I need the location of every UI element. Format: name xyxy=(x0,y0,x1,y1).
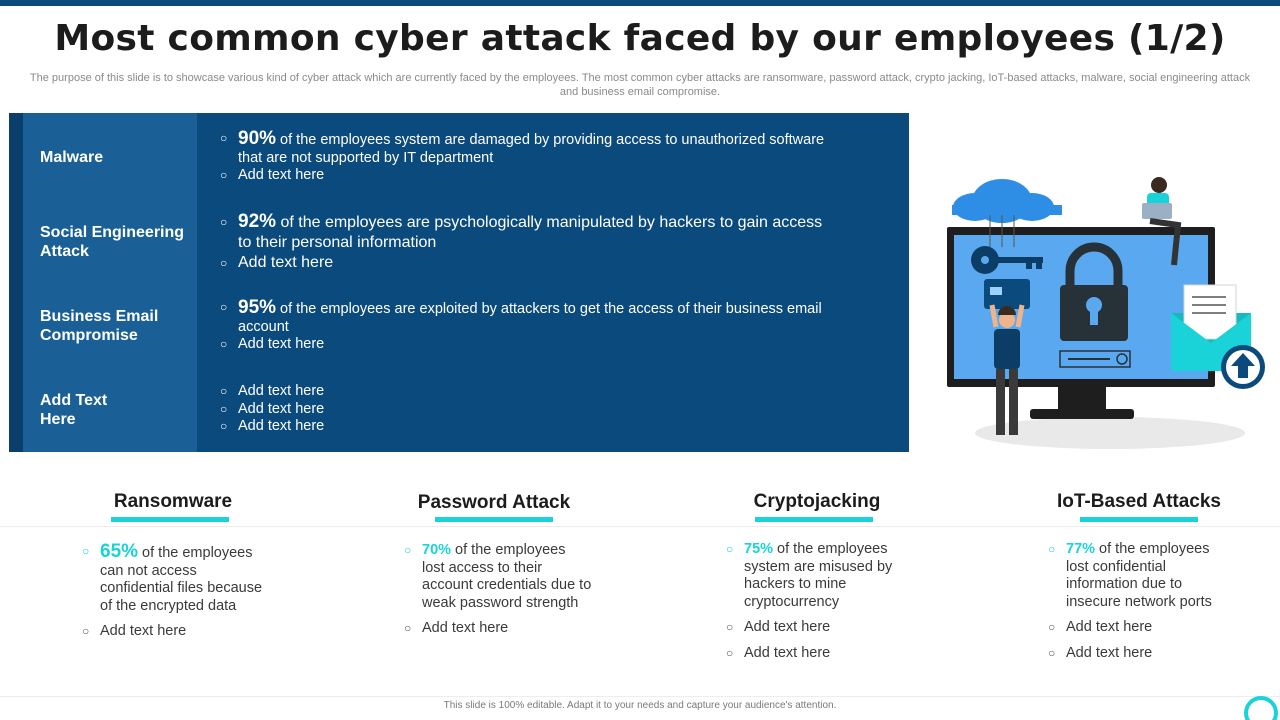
bullet-icon: ○ xyxy=(220,215,228,229)
bullet-icon: ○ xyxy=(726,542,734,556)
row-body-business-email xyxy=(218,299,828,354)
row-body-add-text xyxy=(218,383,828,436)
column-underline xyxy=(435,517,553,522)
list-item: ○ Add text here xyxy=(726,644,831,661)
bullet-icon: ○ xyxy=(220,337,228,351)
bullet-icon: ○ xyxy=(1048,542,1056,556)
panel-stripe xyxy=(9,113,23,452)
bullet-icon: ○ xyxy=(220,131,228,145)
slide-subtitle: The purpose of this slide is to showcase various kind of cyber attack which are currently faced by the employees. The most common cyber attacks are ransomware, password attack, crypto jacking, IoT-based attacks, malware, social engineering attack and business email compromise. xyxy=(29,72,1251,98)
list-item: ○ Add text here xyxy=(1048,619,1153,635)
list-item: ○ 90% of the employees system are damaged by providing access to unauthorized software that are not supported by IT department xyxy=(220,128,825,166)
list-item: ○ Add text here xyxy=(220,254,334,271)
list-item: ○ 65% of the employees can not access confidential files because of the encrypted data xyxy=(82,541,263,614)
column-body-password-attack xyxy=(402,542,592,638)
column-title-cryptojacking: Cryptojacking xyxy=(753,491,881,512)
column-title-password-attack: Password Attack xyxy=(417,492,571,513)
row-body-malware xyxy=(218,130,828,185)
column-underline xyxy=(1080,517,1198,522)
cyber-security-illustration xyxy=(930,165,1275,455)
list-item: ○ Add text here xyxy=(726,619,831,635)
column-title-ransomware: Ransomware xyxy=(113,491,233,512)
bullet-icon: ○ xyxy=(1048,620,1056,634)
list-item: ○ 77% of the employees lost confidential information due to insecure network ports xyxy=(1048,541,1212,610)
row-label-social-engineering: Social Engineering Attack xyxy=(40,224,185,260)
column-title-iot-attacks: IoT-Based Attacks xyxy=(1056,491,1221,512)
row-body-social-engineering xyxy=(218,212,828,273)
column-body-cryptojacking xyxy=(724,541,914,662)
list-item: ○ Add text here xyxy=(404,620,509,636)
password-field-icon xyxy=(1060,351,1130,367)
list-item: ○ Add text here xyxy=(220,383,325,399)
row-label-malware: Malware xyxy=(40,149,104,166)
list-item: ○ Add text here xyxy=(82,623,187,639)
bullet-icon: ○ xyxy=(1048,645,1056,660)
row-label-business-email: Business Email Compromise xyxy=(40,308,159,344)
bullet-icon: ○ xyxy=(726,645,734,660)
list-item: ○ Add text here xyxy=(1048,644,1153,661)
footer-divider xyxy=(0,696,1280,697)
bullet-icon: ○ xyxy=(82,624,90,638)
list-item: ○ Add text here xyxy=(220,167,325,183)
bullet-icon: ○ xyxy=(220,168,228,182)
column-body-ransomware xyxy=(80,543,270,641)
bullet-icon: ○ xyxy=(220,401,228,416)
footer-note: This slide is 100% editable. Adapt it to your needs and capture your audience's attention. xyxy=(443,700,837,711)
upload-arrow-icon xyxy=(1221,345,1265,389)
top-accent-bar xyxy=(0,0,1280,6)
list-item: ○ Add text here xyxy=(220,336,325,352)
credit-card-icon xyxy=(984,279,1030,309)
bullet-icon: ○ xyxy=(404,621,412,635)
bullet-icon: ○ xyxy=(220,384,228,398)
list-item: ○ 92% of the employees are psychologically manipulated by hackers to gain access to their personal information xyxy=(220,211,823,251)
bullet-icon: ○ xyxy=(726,620,734,634)
bullet-icon: ○ xyxy=(220,256,228,270)
list-item: ○ 75% of the employees system are misused by hackers to mine cryptocurrency xyxy=(726,541,893,610)
list-item: ○ 70% of the employees lost access to their account credentials due to weak password strength xyxy=(404,542,592,611)
bullet-icon: ○ xyxy=(82,544,90,558)
bullet-icon: ○ xyxy=(404,543,412,557)
column-underline xyxy=(111,517,229,522)
column-body-iot-attacks xyxy=(1046,541,1236,662)
section-divider xyxy=(0,526,1280,527)
list-item: ○ 95% of the employees are exploited by attackers to get the access of their business email account xyxy=(220,297,822,335)
bullet-icon: ○ xyxy=(220,419,228,433)
slide-title: Most common cyber attack faced by our employees (1/2) xyxy=(54,18,1226,59)
row-label-add-text: Add Text Here xyxy=(40,392,108,428)
list-item: ○ Add text here xyxy=(220,400,325,417)
list-item: ○ Add text here xyxy=(220,418,325,434)
bullet-icon: ○ xyxy=(220,300,228,314)
column-underline xyxy=(755,517,873,522)
